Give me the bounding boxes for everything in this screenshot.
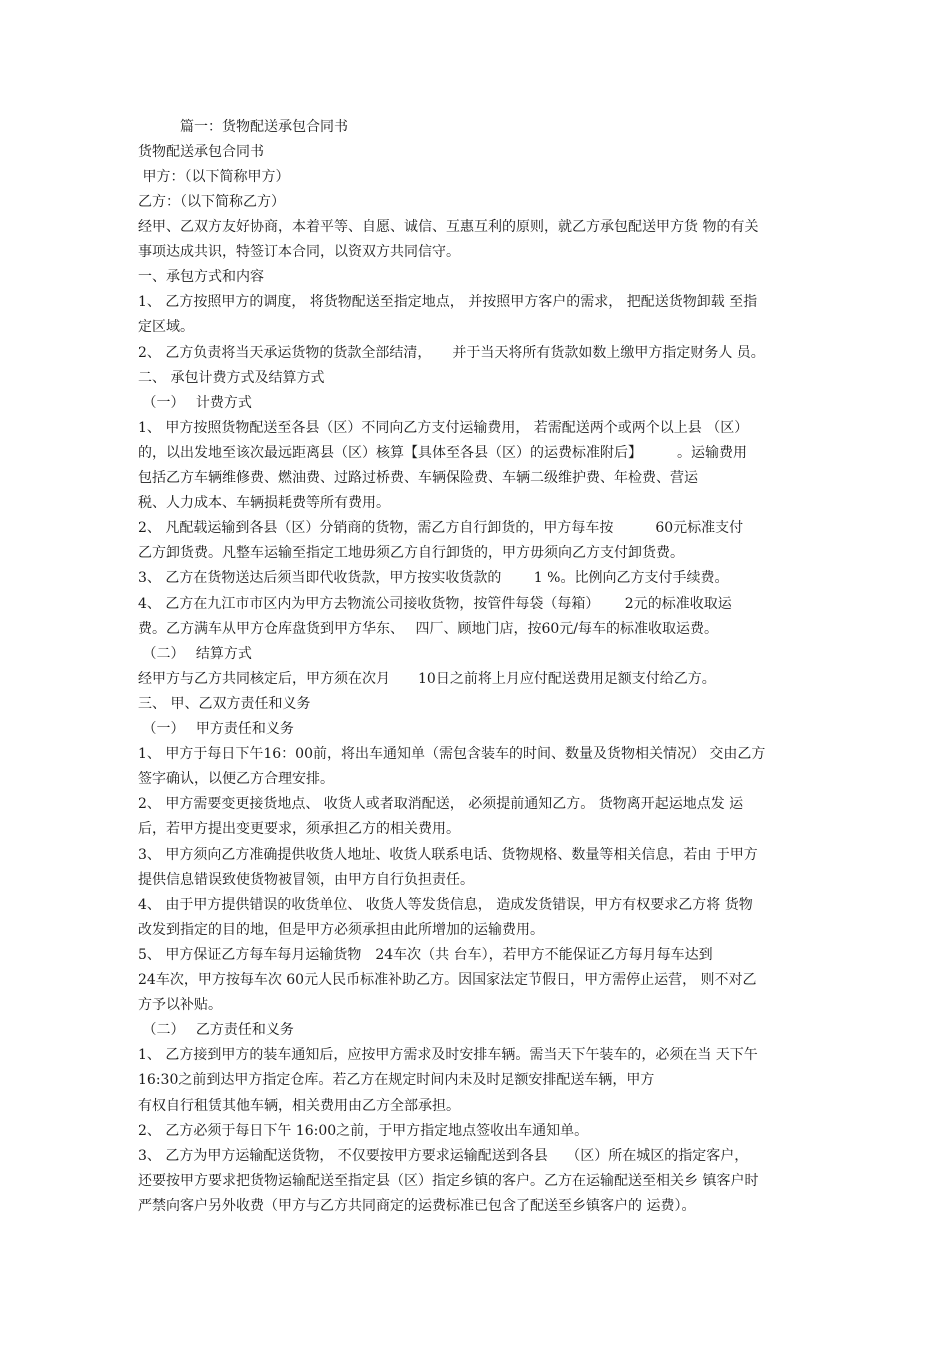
clause-line: 还要按甲方要求把货物运输配送至指定县（区）指定乡镇的客户。乙方在运输配送至相关乡 镇客户时 — [138, 1173, 759, 1189]
clause-line: 3、 乙方为甲方运输配送货物， 不仅要按甲方要求运输配送到各县 （区）所在城区的指定客户， — [138, 1148, 749, 1164]
contract-title: 货物配送承包合同书 — [138, 144, 264, 160]
preamble-line: 经甲、乙双方友好协商，本着平等、自愿、诚信、互惠互利的原则，就乙方承包配送甲方货 物的有关 — [138, 219, 759, 235]
clause-line: 1、 甲方于每日下午16：00前，将出车通知单（需包含装车的时间、数量及货物相关情况） 交由乙方 — [138, 746, 766, 762]
clause-line: 签字确认，以便乙方合理安排。 — [138, 771, 334, 787]
article-heading: 篇一：货物配送承包合同书 — [138, 119, 348, 135]
clause-line: 改发到指定的目的地，但是甲方必须承担由此所增加的运输费用。 — [138, 922, 544, 938]
clause-line: 严禁向客户另外收费（甲方与乙方共同商定的运费标准已包含了配送至乡镇客户的 运费）。 — [138, 1198, 696, 1214]
clause-line: 提供信息错误致使货物被冒领，由甲方自行负担责任。 — [138, 872, 474, 888]
clause-line: 4、 由于甲方提供错误的收货单位、 收货人等发货信息， 造成发货错误，甲方有权要求乙方将 货物 — [138, 897, 753, 913]
party-b-line: 乙方：（以下简称乙方） — [138, 194, 285, 210]
clause-line: 5、 甲方保证乙方每车每月运输货物 24车次（共 台车），若甲方不能保证乙方每月每车达到 — [138, 947, 713, 963]
clause-line: 乙方卸货费。凡整车运输至指定工地毋须乙方自行卸货的，甲方毋须向乙方支付卸货费。 — [138, 545, 684, 561]
subsection-heading: （一） 甲方责任和义务 — [138, 721, 294, 737]
subsection-heading: （二） 乙方责任和义务 — [138, 1022, 294, 1038]
clause-line: 24车次，甲方按每车次 60元人民币标准补助乙方。因国家法定节假日，甲方需停止运营， 则不对乙 — [138, 972, 757, 988]
clause-line: 2、 甲方需要变更接货地点、 收货人或者取消配送， 必须提前通知乙方。 货物离开起运地点发 运 — [138, 796, 744, 812]
subsection-heading: （一） 计费方式 — [138, 395, 252, 411]
clause-line: 1、 甲方按照货物配送至各县（区）不同向乙方支付运输费用， 若需配送两个或两个以上县 （区） — [138, 420, 749, 436]
clause-line: 1、 乙方接到甲方的装车通知后，应按甲方需求及时安排车辆。需当天下午装车的，必须在当 天下午 — [138, 1047, 758, 1063]
clause-line: 定区域。 — [138, 319, 194, 335]
clause-line: 有权自行租赁其他车辆，相关费用由乙方全部承担。 — [138, 1098, 460, 1114]
party-a-line: 甲方：（以下简称甲方） — [138, 169, 290, 185]
clause-line: 税、人力成本、车辆损耗费等所有费用。 — [138, 495, 390, 511]
section-heading: 二、 承包计费方式及结算方式 — [138, 370, 325, 386]
section-heading: 三、 甲、乙双方责任和义务 — [138, 696, 311, 712]
clause-line: 16:30之前到达甲方指定仓库。若乙方在规定时间内未及时足额安排配送车辆，甲方 — [138, 1072, 655, 1088]
clause-line: 方予以补贴。 — [138, 997, 222, 1013]
clause-line: 包括乙方车辆维修费、燃油费、过路过桥费、车辆保险费、车辆二级维护费、年检费、营运 — [138, 470, 698, 486]
clause-line: 费。乙方满车从甲方仓库盘货到甲方华东、 四厂、顾地门店，按60元/每车的标准收取运费。 — [138, 621, 718, 637]
clause-line: 4、 乙方在九江市市区内为甲方去物流公司接收货物，按管件每袋（每箱） 2元的标准收取运 — [138, 596, 732, 612]
preamble-line: 事项达成共识，特签订本合同，以资双方共同信守。 — [138, 244, 460, 260]
clause-line: 2、 乙方必须于每日下午 16:00之前，于甲方指定地点签收出车通知单。 — [138, 1123, 589, 1139]
clause-line: 3、 乙方在货物送达后须当即代收货款，甲方按实收货款的 1 %。比例向乙方支付手续费。 — [138, 570, 729, 586]
section-heading: 一、承包方式和内容 — [138, 269, 264, 285]
clause-line: 的，以出发地至该次最远距离县（区）核算【具体至各县（区）的运费标准附后】 。运输费用 — [138, 445, 747, 461]
clause-line: 1、 乙方按照甲方的调度， 将货物配送至指定地点， 并按照甲方客户的需求， 把配送货物卸载 至指 — [138, 294, 758, 310]
clause-line: 3、 甲方须向乙方准确提供收货人地址、收货人联系电话、货物规格、数量等相关信息，若由 于甲方 — [138, 847, 758, 863]
clause-line: 后，若甲方提出变更要求，须承担乙方的相关费用。 — [138, 821, 460, 837]
clause-line: 2、 乙方负责将当天承运货物的货款全部结清， 并于当天将所有货款如数上缴甲方指定财务人 员。 — [138, 345, 765, 361]
clause-line: 2、 凡配载运输到各县（区）分销商的货物，需乙方自行卸货的，甲方每车按 60元标准支付 — [138, 520, 744, 536]
clause-line: 经甲方与乙方共同核定后，甲方须在次月 10日之前将上月应付配送费用足额支付给乙方。 — [138, 671, 716, 687]
subsection-heading: （二） 结算方式 — [138, 646, 252, 662]
